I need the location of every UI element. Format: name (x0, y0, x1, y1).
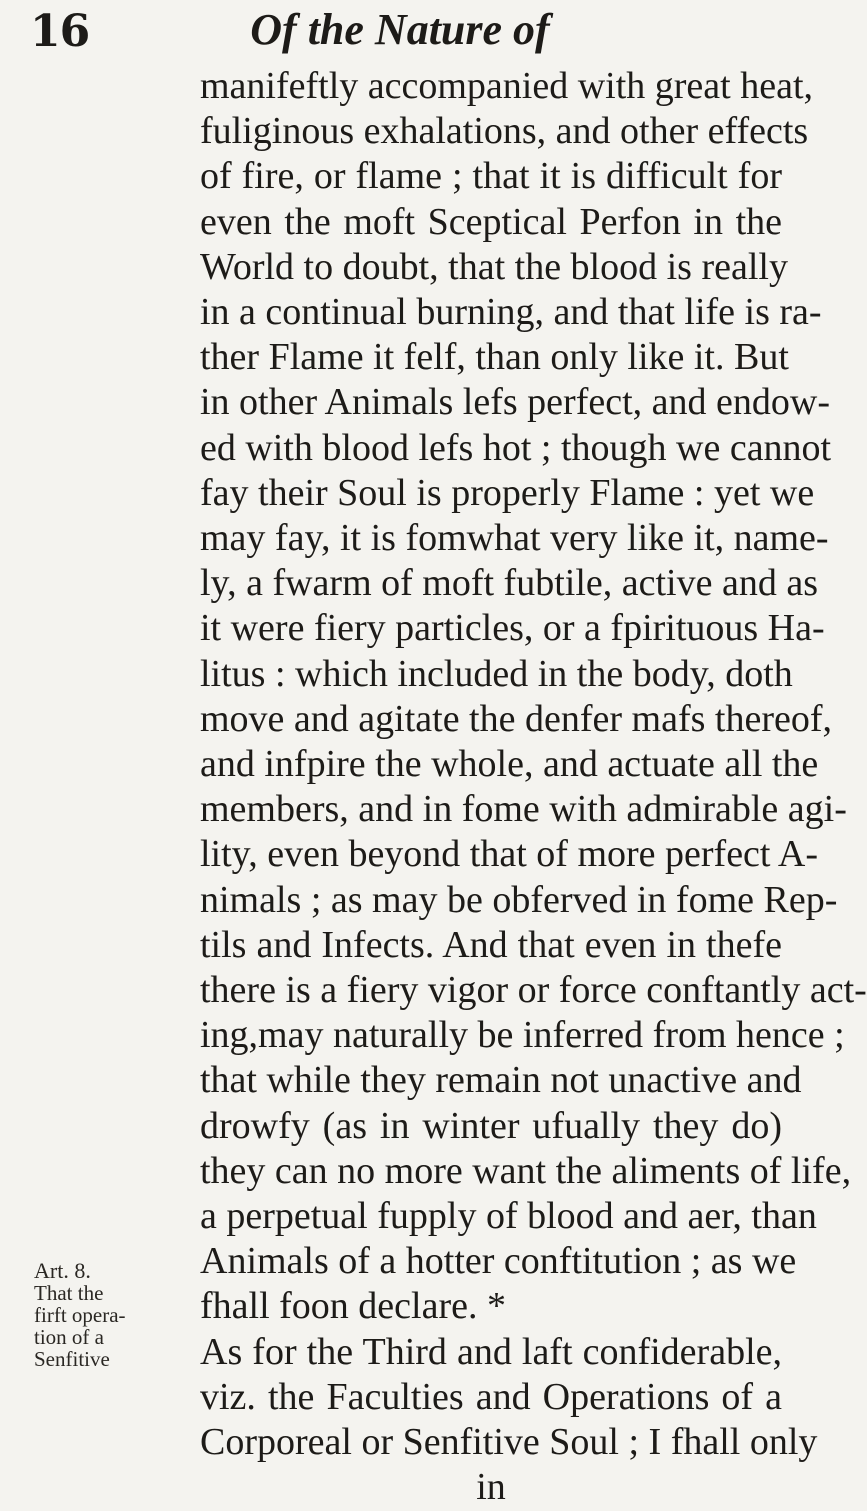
text-line: lity, even beyond that of more perfect A- (200, 833, 818, 876)
text-line: tils and Infects. And that even in thefe (200, 923, 782, 966)
text-line: drowfy (as in winter ufually they do) (200, 1104, 782, 1147)
catchword: in (476, 1466, 506, 1509)
text-line: fay their Soul is properly Flame : yet we (200, 471, 815, 514)
page-number: 16 (30, 6, 90, 57)
marginal-line: tion of a (34, 1325, 104, 1349)
text-line: members, and in fome with admirable agi- (200, 788, 847, 831)
text-line: viz. the Faculties and Operations of a (200, 1375, 782, 1418)
text-line: Animals of a hotter conftitution ; as we (200, 1240, 797, 1283)
text-line: that while they remain not unactive and (200, 1059, 802, 1102)
marginal-line: That the (34, 1281, 104, 1305)
text-line: move and agitate the denfer mafs thereof, (200, 697, 832, 740)
text-line: in other Animals lefs perfect, and endow- (200, 381, 830, 424)
text-line: nimals ; as may be obferved in fome Rep- (200, 878, 838, 921)
text-line: Corporeal or Senfitive Soul ; I fhall only (200, 1421, 818, 1464)
text-line: in a continual burning, and that life is ra- (200, 291, 822, 334)
marginal-line: firft opera- (34, 1303, 126, 1327)
body-text (200, 64, 867, 1511)
text-line: it were fiery particles, or a fpirituous Ha- (200, 607, 825, 650)
text-line: a perpetual fupply of blood and aer, than (200, 1195, 817, 1238)
text-line: litus : which included in the body, doth (200, 652, 793, 695)
text-line: ed with blood lefs hot ; though we cannot (200, 426, 832, 469)
text-line: even the moft Sceptical Perfon in the (200, 200, 782, 243)
text-line: there is a fiery vigor or force conftantly act- (200, 969, 867, 1012)
text-line: of fire, or flame ; that it is difficult for (200, 155, 782, 198)
text-line: fhall foon declare. * (200, 1285, 506, 1328)
marginal-note (34, 1260, 144, 1370)
text-line: and infpire the whole, and actuate all the (200, 743, 819, 786)
text-line: may fay, it is fomwhat very like it, name- (200, 517, 829, 560)
text-line: manifeftly accompanied with great heat, (200, 65, 814, 107)
text-line: As for the Third and laft confiderable, (200, 1330, 782, 1373)
text-line: fuliginous exhalations, and other effects (200, 110, 809, 153)
text-line: ly, a fwarm of moft fubtile, active and as (200, 562, 818, 605)
running-head: Of the Nature of (250, 5, 550, 54)
marginal-line: Art. 8. (34, 1258, 91, 1283)
marginal-line: Senfitive (34, 1347, 110, 1371)
text-line: World to doubt, that the blood is really (200, 245, 788, 288)
text-line: they can no more want the aliments of life, (200, 1149, 852, 1192)
text-line: ing,may naturally be inferred from hence ; (200, 1014, 845, 1057)
text-line: ther Flame it felf, than only like it. But (200, 336, 789, 379)
